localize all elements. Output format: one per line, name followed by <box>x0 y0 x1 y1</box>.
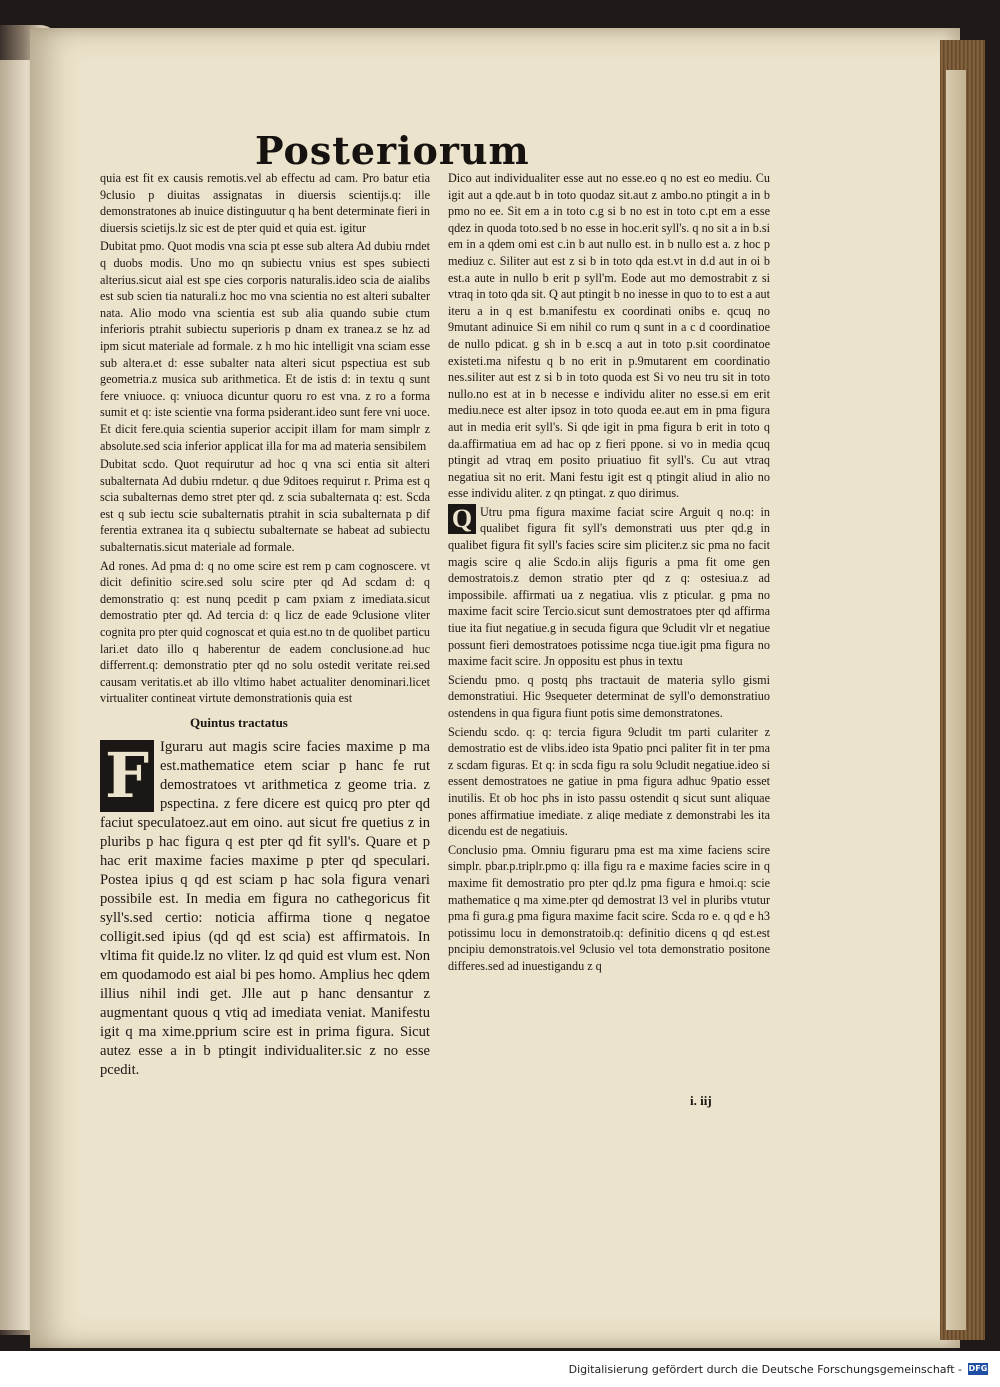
page-block-edge <box>940 40 985 1340</box>
paragraph: Sciendu pmo. q postq phs tractauit de materia syllo gismi demonstratiui. Hic 9sequeter determinat de syll'o demonstratiuo ostendens in qua figura fiunt potis sime demonstratones. <box>448 672 770 720</box>
paragraph: Ad rones. Ad pma d: q no ome scire est rem p cam cognoscere. vt dicit definitio scire.sed solu scire pter qd Ad scdam d: q demonstratio q: est nunq pcedit p cam pxiam z imediata.sicut demostratio pter qd. Ad tercia d: q licz de eade 9clusione vliter cognita pro pter quid cognoscat et quia est.no tn de quolibet particu lari.et dato illo q haberentur de eadem conclusione.ad huc differrent.q: demonstratio pter qd no solu ostedit veritate rei.sed causam veritatis.et ab illo vltimo habet actualiter denominari.licet virtualiter contineat virtute demonstrationis quia est <box>100 558 430 706</box>
paragraph: quia est fit ex causis remotis.vel ab effectu ad cam. Pro batur etia 9clusio p diuitas assignatas in diuersis scientijs.q: ille demonstratones ab inuice distinguutur q ha bent determinate fieri in diuersis scietijs.lz sic est de pter quid et quia est. igitur <box>100 171 430 235</box>
paragraph: Dico aut individualiter esse aut no esse.eo q no est eo mediu. Cu igit aut a qde.aut b in toto quodaz sit.aut z ambo.no ptingit a in b pmo no ee. Sit em a in toto c.g si b no est in toto c.pt em a esse qdez in quoda toto.sed b no esse in hoc.erit syll's. q no sit a in b.si em in a qdem omi est c.in b aut nullo est. in b nullo est a. z hoc p mediuz c. Siliter aut est z si b in toto qda est.vt in d.d aut in oi b est.a aute in nullo b erit p syll'm. Eode aut mo demostrabit z si vtraq in toto qda sit. Q aut ptingit b no inesse in quo to to est a aut iteru a in q est b.manifestu ex coordinati onibs e. qcuq no 9mutant adinuice Si em nihil co rum q sunt in a c d coordinatioe de nullo pdicat. g sh in b e.scq a aut in toto p.sit coordinatoe existeti.ma nifestu q b no erit in p.9mutarent em coordinatio nes.siliter aut est z si b in toto quoda est Si vo neu tru sit in toto nullo.no est at in b necesse e individu aliter no esse.si em erit mediu.nece est alter ipsoz in toto quoda ee.aut em in pma figura aut in media erit syll's. Si qde igit in pma figura b erit in toto q da.affirmatiua em ad hac op z fieri ppone. si vo in media qcuq ptingit ad vtraq em posito priuatiuo fit syll's. Cu aut vtraq negatiua sit no erit. Mani festu igit est q ptingit aliud in alio no esse individu aliter. z qn ptingat. z quo dirimus. <box>448 171 770 501</box>
main-paragraph <box>100 738 430 1080</box>
signature-mark: i. iij <box>690 1093 712 1108</box>
digitization-footer <box>0 1351 1000 1387</box>
dfg-logo-icon: DFG <box>968 1364 988 1373</box>
right-column <box>448 170 770 977</box>
facing-page-edge <box>0 60 34 1330</box>
footer-text: Digitalisierung gefördert durch die Deutsche Forschungsgemeinschaft - <box>568 1362 962 1376</box>
section-heading: Quintus tractatus <box>190 715 288 730</box>
running-head: Posteriorum <box>255 128 530 173</box>
question-paragraph: Q Utru pma figura maxime faciat scire Arguit q no.q: in qualibet figura fit syll's demonstrati uus pter qd.g in qualibet figura fit syll's facies scire sim pliciter.z sic pma no facit magis scire q alie Scdo.in alijs figuris a pma fit ome gen demostratois.z demon stratio pter qd z q: ostesiua.z ad impossibile. affirmati ua z negatiua. vlis z pticular. g pma no maxime facit scire Tercio.sicut sunt demostratoes pter qd affirma tiue ita fiut negatiue.g in secuda figura que 9cludit vlr et negatiue possunt fieri demostratoes potissime ncga tiue.igit pma figura no maxime facit scire. Jn oppositu est phus in textu <box>448 503 770 669</box>
paragraph: Sciendu scdo. q: q: tercia figura 9cludit tm parti culariter z demostratio est de vlibs.ideo ista 9patio pnci paliter fit in ter pma z scdam figuras. Et q: in scda figu ra solu 9cludit negatiue.ideo si essent demostratoes ne gatiue in pma figura adhuc 9patio esset inutilis. Et ob hoc phs in isto passu ostendit q sicut sunt aliquae pones affirmatiue imediate. z aliqe mediate z demonstrabi les ita dicendu est de negatiuis. <box>448 724 770 839</box>
paragraph: Conclusio pma. Omniu figuraru pma est ma xime faciens scire simplr. pbar.p.triplr.pmo q: illa figu ra e maxime facies scire in q maxime fit demostratio pro pter qd.lz pma figura e hmoi.q: scie mathematice q ma xime.pter qd demostrat l3 vel in pluribs vtutur pma fi gura.g pma figura maxime facit scire. Scda ro e. q qd e h3 potissimu locu in demonstratoib.q: definitio dicens q qd est.est pncipiu demonstratois.vel 9clusio vel tota demonstratio positone differes.sed ad inuestigandu z q <box>448 842 770 973</box>
decorated-initial: Q <box>448 504 476 534</box>
decorated-initial: F <box>100 740 154 812</box>
paragraph: Dubitat scdo. Quot requirutur ad hoc q vna sci entia sit alteri subalternata Ad dubiu rndetur. q due 9ditoes requirut r. Prima est q scia subalternas demo stret pter qd. z scia subalternata q: est. Scda est q sub iectu scie subalternatis ptrahit in scia subalternata p dif ferentia extranea ita q subiectu subalternate se habeat ad subiectu subalternatis.sicut materiale ad formale. <box>100 457 430 555</box>
main-text: Iguraru aut magis scire facies maxime p ma est.mathematice etem sciar p hanc fe rut demostratoes vt arithmetica z geome tria. z pspectina. z fere dicere est quicq pro pter qd faciut speculatoez.aut em oino. aut sicut fre quetius z in pluribs p hac figura q est pter qd fit syll's. Quare et p hac erit maxime facies maxime p pter qd speculari. Postea ipius q qd est sciam p hac sola figura venari possibile est. In media em figura no cathegoricus fit syll's.sed certio: noticia affirma tione q negatoe colligit.sed ipius (qd qd est scia) est affirmatois. In vltima fit quide.lz no vliter. lz qd quid est vlum est. Non em quodamodo est aial bi pes homo. Amplius hec qdem illius nihil indi get. Jlle aut p hanc densantur z augmentant quous q vtiq ad imediata veniat. Manifestu igit q ma xime.pprium scire est in prima figura. Sicut autez esse a in b ptingit individualiter.sic z no esse pcedit. <box>100 738 430 1078</box>
left-column <box>100 170 430 1080</box>
paragraph: Dubitat pmo. Quot modis vna scia pt esse sub altera Ad dubiu rndet q duobs modis. Uno mo qn subiectu vnius est spes subiecti alterius.sicut aial est spe cies corporis naturalis.ideo scia de aialibs est sub scien tia naturali.z hoc mo vna scientia no est alteri subalter nata. Alio modo vna scientia est sub alia quando subie ctum inferioris ptrahit subiectu superioris p dnam ex tranea.z se hz ad ipm sicut materiale ad formale. z h mo hic intelligit vna sciam esse sub altera.et d: esse subalter nata alteri sicut pspectiua est sub geometria.z musica sub arithmetica. Et de istis d: in textu q sunt fere vniuoce. q: vniuoca dicuntur quoru ro est vna. z ro a forma sumit et q: iste scientie vna forma psiderant.ideo sunt fere vni uoce. Et dicit fere.quia scientia superior accipit illam for mam simplr z absolute.sed scia inferior applicat illa for ma ad materia sensibilem <box>100 239 430 453</box>
